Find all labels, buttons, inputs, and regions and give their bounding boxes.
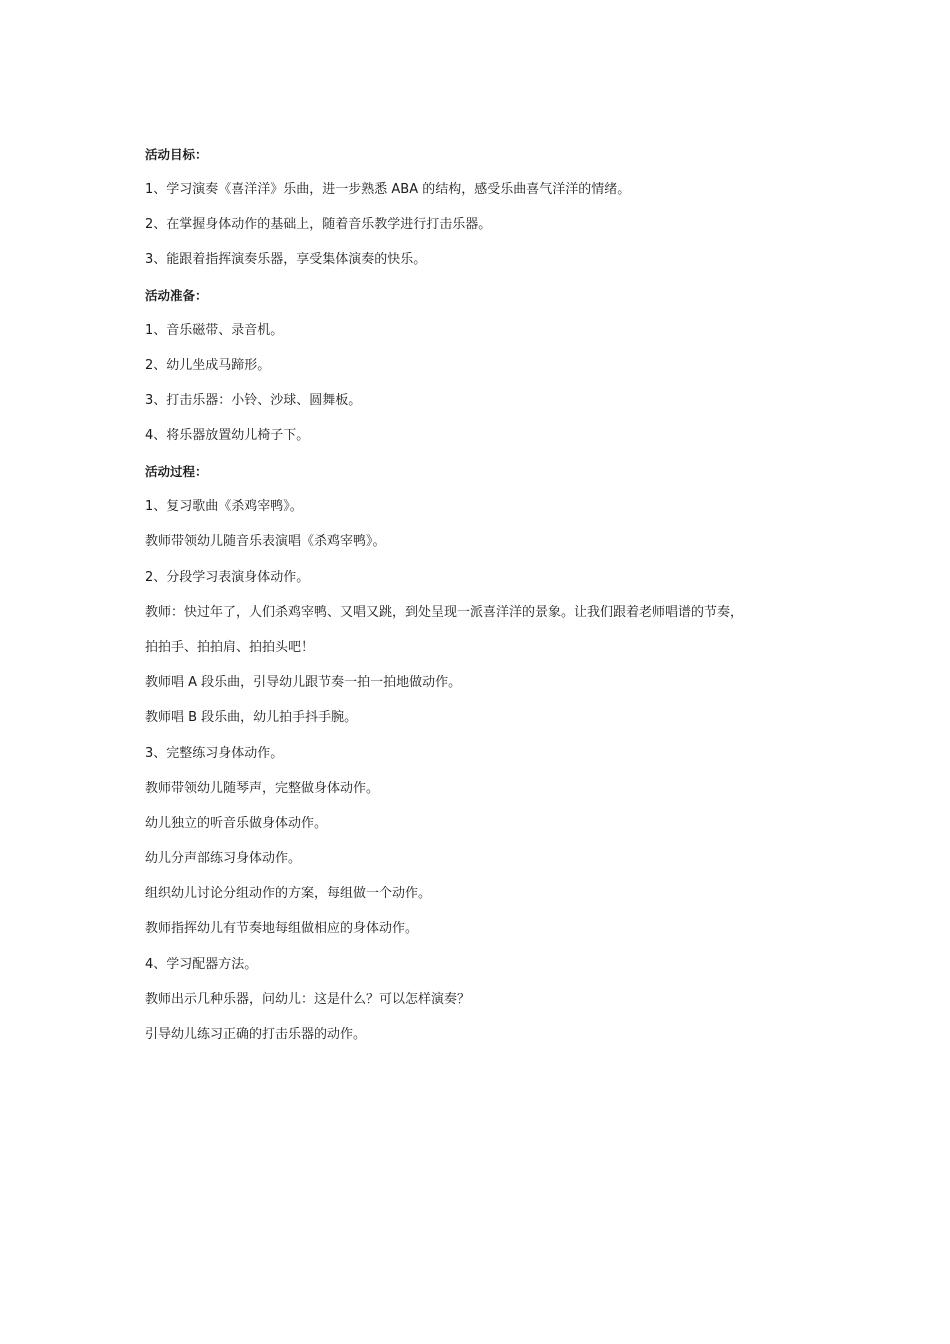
section-step-3 (145, 745, 845, 937)
section-goals (145, 146, 845, 268)
paragraph: 幼儿分声部练习身体动作。 (145, 851, 302, 866)
paragraph: 教师带领幼儿随音乐表演唱《杀鸡宰鸭》。 (145, 534, 386, 549)
section-preparation (145, 287, 845, 444)
section-process (145, 463, 845, 550)
document-body (145, 146, 845, 1062)
paragraph: 引导幼儿练习正确的打击乐器的动作。 (145, 1027, 367, 1042)
section-step-2 (145, 569, 845, 726)
paragraph: 1、复习歌曲《杀鸡宰鸭》。 (145, 499, 303, 514)
paragraph: 教师唱 B 段乐曲，幼儿拍手抖手腕。 (145, 710, 358, 725)
paragraph: 教师唱 A 段乐曲，引导幼儿跟节奏一拍一拍地做动作。 (145, 675, 462, 690)
paragraph: 1、学习演奏《喜洋洋》乐曲，进一步熟悉 ABA 的结构，感受乐曲喜气洋洋的情绪。 (145, 182, 631, 197)
paragraph: 3、能跟着指挥演奏乐器，享受集体演奏的快乐。 (145, 252, 427, 267)
paragraph: 教师带领幼儿随琴声，完整做身体动作。 (145, 781, 380, 796)
paragraph: 教师出示几种乐器，问幼儿：这是什么？可以怎样演奏？ (145, 992, 471, 1007)
section-heading: 活动过程： (145, 464, 208, 479)
paragraph: 幼儿独立的听音乐做身体动作。 (145, 816, 328, 831)
paragraph: 4、学习配器方法。 (145, 957, 258, 972)
section-heading: 活动目标： (145, 147, 208, 162)
section-heading: 活动准备： (145, 288, 208, 303)
paragraph: 3、完整练习身体动作。 (145, 746, 284, 761)
paragraph: 组织幼儿讨论分组动作的方案，每组做一个动作。 (145, 886, 432, 901)
paragraph: 4、将乐器放置幼儿椅子下。 (145, 428, 310, 443)
paragraph: 教师指挥幼儿有节奏地每组做相应的身体动作。 (145, 921, 419, 936)
paragraph: 1、音乐磁带、录音机。 (145, 323, 284, 338)
paragraph: 拍拍手、拍拍肩、拍拍头吧！ (145, 640, 315, 655)
section-step-4 (145, 956, 845, 1043)
paragraph: 2、在掌握身体动作的基础上，随着音乐教学进行打击乐器。 (145, 217, 492, 232)
paragraph: 教师：快过年了，人们杀鸡宰鸭、又唱又跳，到处呈现一派喜洋洋的景象。让我们跟着老师唱谱的节奏， (145, 605, 744, 620)
paragraph: 3、打击乐器：小铃、沙球、圆舞板。 (145, 393, 362, 408)
paragraph: 2、幼儿坐成马蹄形。 (145, 358, 271, 373)
paragraph: 2、分段学习表演身体动作。 (145, 570, 310, 585)
